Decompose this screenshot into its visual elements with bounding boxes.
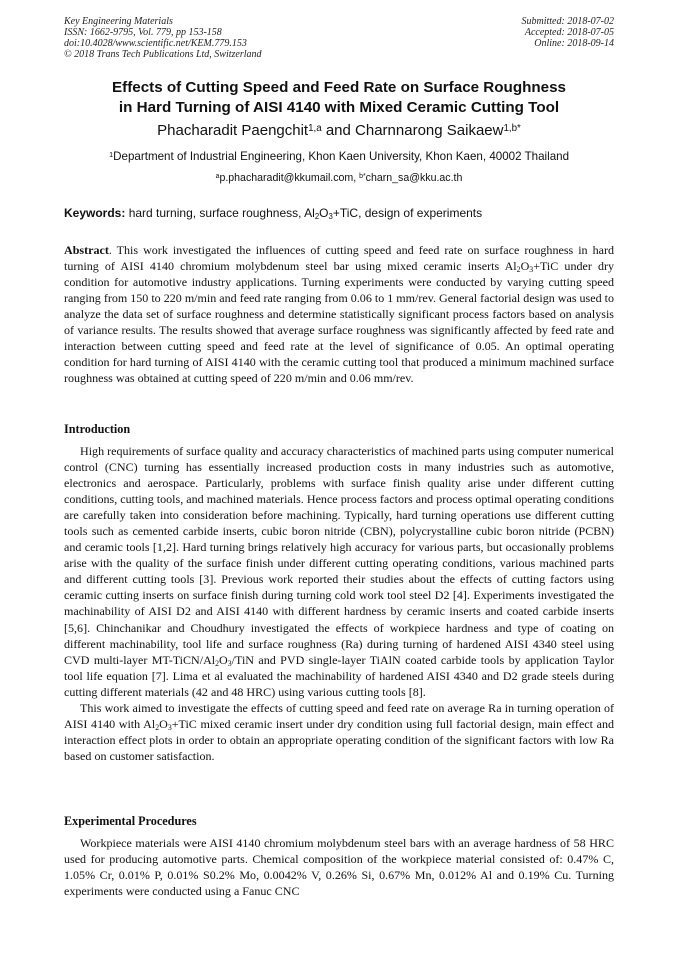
author-1: Phacharadit Paengchit (157, 122, 309, 139)
abstract-sub-2: 3 (529, 265, 534, 274)
abstract (64, 242, 614, 386)
abstract-label: Abstract (64, 243, 109, 257)
intro-p1-sub-1: 2 (215, 658, 220, 668)
abstract-text-1: . This work investigated the influences of cutting speed and feed rate on surface roughness in hard turning of AISI 4140 chromium molybdenum steel bar using mixed ceramic inserts Al (64, 243, 614, 274)
intro-p2-sub-2: 3 (167, 722, 172, 732)
email-b-sup: b* (359, 172, 366, 180)
keywords (64, 205, 614, 221)
introduction-paragraph-1 (64, 443, 614, 700)
keywords-label: Keywords: (64, 206, 126, 220)
abstract-sub-1: 2 (516, 265, 521, 274)
experimental-paragraph-1: Workpiece materials were AISI 4140 chromium molybdenum steel bars with an average hardness of 58 HRC used for producing automotive parts. Chemical composition of the workpiece material consisted of: 0.47% C, 1.05% Cr, 0.01% P, 0.01% S0.2% Mo, 0.0042% V, 0.26% Si, 0.67% Mn, 0.012% Al and 0.19% Cu. Turning experiments were conducted using a Fanuc CNC (64, 836, 614, 899)
intro-p2-text-b: O (159, 716, 168, 731)
intro-p2-text-c: +TiC mixed ceramic insert under dry condition using full factorial design, main effect and interaction effect plots in order to obtain an appropriate operating condition of the significant factors with low Ra based on customer satisfaction. (64, 716, 614, 763)
experimental-heading: Experimental Procedures (64, 814, 197, 828)
author-2: Charnnarong Saikaew (355, 122, 504, 139)
author-emails (40, 172, 638, 185)
copyright-line: © 2018 Trans Tech Publications Ltd, Switzerland (64, 49, 262, 60)
submitted-date: Submitted: 2018-07-02 (521, 16, 614, 27)
email-a-sup: a (215, 172, 220, 180)
intro-p2-sub-1: 2 (155, 722, 160, 732)
author-1-affil: 1,a (308, 122, 322, 134)
intro-p1-text-a: High requirements of surface quality and accuracy characteristics of machined parts using computer numerical control (CNC) turning has essentially increased production costs in many industries such as automotive, electronics and aerospace. Particularly, problems with surface finish quality arise under different cutting conditions, cutting tools, and machined materials. Hence process factors and process optimal operating conditions are carefully taken into consideration before machining. Typically, hard turning operations use different cutting tools such as cemented carbide inserts, cubic boron nitride (CBN), polycrystalline cubic boron nitride (PCBN) and ceramic tools [1,2]. Hard turning brings relatively high accuracy for various parts, but occasionally problems arise with the quality of the surface finish under different cutting operating conditions, various machined parts and different cutting tools [3]. Previous work reported their studies about the effects of cutting factors using ceramic cutting inserts on surface finish during turning cold work tool steel D2 [4]. Experiments investigated the machinability of AISI D2 and AISI 4140 with different hardness by ceramic inserts and coated carbide inserts [5,6]. Chinchanikar and Choudhury investigated the effects of workpiece hardness and type of coating on different machinability, tool life and surface roughness (Ra) during turning of hardened AISI 4340 steel using CVD multi-layer MT-TiCN/Al (64, 444, 614, 667)
title-line-1: Effects of Cutting Speed and Feed Rate on Surface Roughness (112, 79, 566, 96)
keywords-mid: O (319, 206, 329, 220)
affiliation (40, 150, 638, 164)
title-line-2: in Hard Turning of AISI 4140 with Mixed Ceramic Cutting Tool (118, 99, 560, 116)
email-b[interactable]: charn_sa@kku.ac.th (365, 172, 463, 184)
keywords-sub-1: 2 (314, 211, 320, 221)
online-date: Online: 2018-09-14 (534, 38, 614, 49)
intro-p2-text-a: This work aimed to investigate the effects of cutting speed and feed rate on average Ra in turning operation of AISI 4140 with Al (64, 700, 614, 731)
affiliation-sup: 1 (108, 149, 114, 159)
intro-p1-text-b: O (219, 652, 228, 667)
abstract-text-2: O (520, 259, 530, 274)
introduction-heading: Introduction (64, 422, 131, 436)
journal-info (64, 16, 262, 60)
journal-name: Key Engineering Materials (64, 16, 173, 27)
author-list (40, 122, 638, 140)
affiliation-text: Department of Industrial Engineering, Khon Kaen University, Khon Kaen, 40002 Thailand (113, 150, 570, 163)
accepted-date: Accepted: 2018-07-05 (524, 27, 614, 38)
introduction-paragraph-2 (64, 700, 614, 764)
author-and: and (321, 122, 356, 139)
intro-p1-text-c: /TiN and PVD single-layer TiAlN coated carbide tools by application Taylor tool life equation [7]. Lima et al evaluated the machinability of hardened AISI 4340 and D2 grade steels during cutting different materials (42 and 48 HRC) using various cutting tools [8]. (64, 652, 614, 699)
paper-title (40, 78, 638, 118)
abstract-text-3: +TiC under dry condition for automotive industry applications. Turning experiments were conducted by varying cutting speed ranging from 150 to 220 m/min and feed rate ranging from 0.06 to 1 mm/rev. General factorial design was used to analyze the data set of surface roughness and determine statistically significant process factors based on analysis of variance results. The results showed that average surface roughness was significantly affected by feed rate and interaction between cutting speed and feed rate at the level of significance of 0.05. An optimal operating condition for hard turning of AISI 4140 with the ceramic cutting tool that produced a minimum machined surface roughness was obtained at cutting speed of 220 m/min and 0.06 mm/rev. (64, 259, 615, 386)
doi-line[interactable]: doi:10.4028/www.scientific.net/KEM.779.153 (64, 38, 247, 49)
author-2-affil: 1,b* (503, 122, 521, 134)
abstract-paragraph (64, 242, 614, 386)
email-a[interactable]: p.phacharadit@kkumail.com, (219, 172, 360, 184)
experimental-body (64, 835, 614, 899)
keywords-post: +TiC, design of experiments (332, 206, 483, 220)
issn-line: ISSN: 1662-9795, Vol. 779, pp 153-158 (64, 27, 222, 38)
keywords-pre: hard turning, surface roughness, Al (125, 206, 315, 220)
introduction-body (64, 443, 614, 764)
intro-p1-sub-2: 3 (227, 658, 232, 668)
publication-dates (522, 16, 615, 49)
keywords-sub-2: 3 (328, 211, 333, 221)
